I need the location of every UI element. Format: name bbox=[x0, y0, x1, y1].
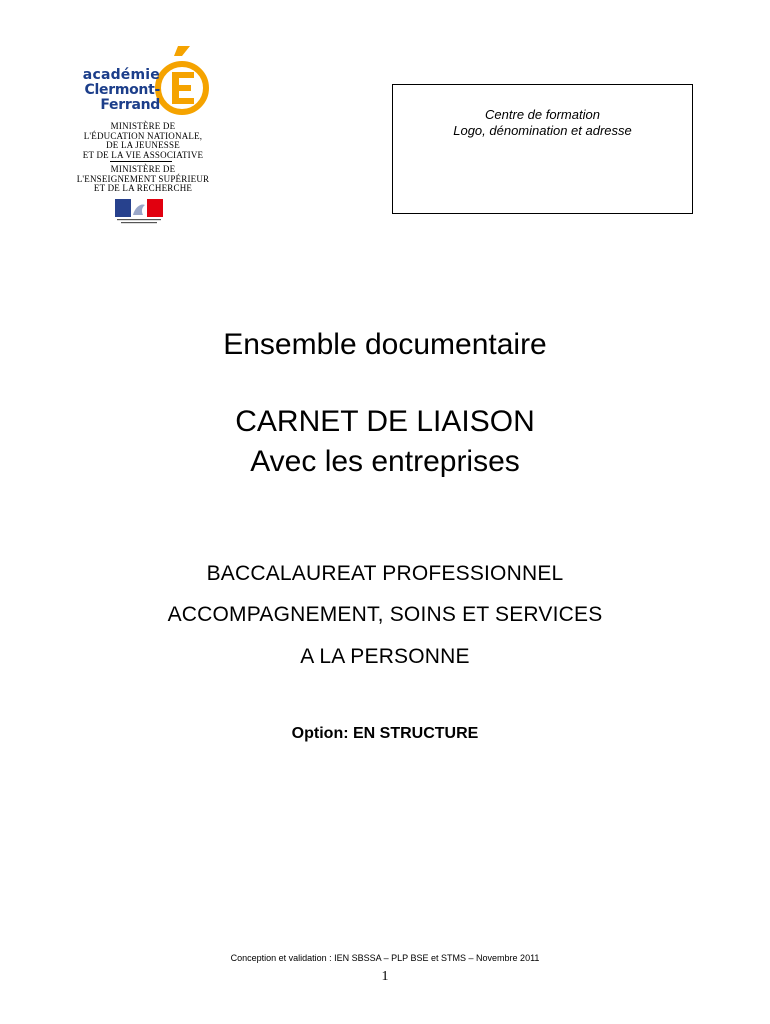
academie-clermont-ferrand-logo bbox=[58, 42, 218, 120]
republique-francaise-icon bbox=[115, 199, 163, 227]
ministry-line: DE LA JEUNESSE bbox=[106, 140, 180, 150]
diploma-specialty-line2: A LA PERSONNE bbox=[300, 645, 470, 668]
academie-wordmark bbox=[58, 68, 160, 113]
ministry-line: MINISTÈRE DE bbox=[110, 164, 176, 174]
diploma-specialty-line1: ACCOMPAGNEMENT, SOINS ET SERVICES bbox=[167, 603, 603, 626]
page-number: 1 bbox=[381, 969, 389, 984]
centre-formation-box bbox=[392, 84, 693, 214]
ministry-line: ET DE LA RECHERCHE bbox=[93, 183, 193, 193]
centre-formation-label: Centre de formation bbox=[485, 107, 600, 122]
ministry-line: L'ÉDUCATION NATIONALE, bbox=[83, 130, 203, 141]
document-heading: Ensemble documentaire bbox=[223, 328, 547, 361]
centre-formation-details: Logo, dénomination et adresse bbox=[453, 123, 632, 138]
footer-conception-text: Conception et validation : IEN SBSSA – PLP BSE et STMS – Novembre 2011 bbox=[230, 953, 540, 963]
academie-city-label: Clermont-Ferrand bbox=[84, 82, 160, 113]
ministry-line: MINISTÈRE DE bbox=[110, 121, 176, 131]
academie-logo-block bbox=[58, 42, 228, 232]
document-subtitle: Avec les entreprises bbox=[250, 445, 520, 478]
option-label: Option: EN STRUCTURE bbox=[291, 725, 479, 742]
document-title: CARNET DE LIAISON bbox=[235, 405, 535, 438]
academie-e-icon bbox=[152, 44, 210, 116]
ministry-education-label bbox=[58, 122, 228, 160]
ministry-divider bbox=[110, 161, 172, 162]
diploma-label: BACCALAUREAT PROFESSIONNEL bbox=[206, 562, 564, 585]
ministry-research-label bbox=[58, 165, 228, 194]
ministry-line: ET DE LA VIE ASSOCIATIVE bbox=[82, 149, 204, 160]
academie-label: académie bbox=[82, 67, 160, 83]
ministry-line: L'ENSEIGNEMENT SUPÉRIEUR bbox=[76, 173, 210, 184]
